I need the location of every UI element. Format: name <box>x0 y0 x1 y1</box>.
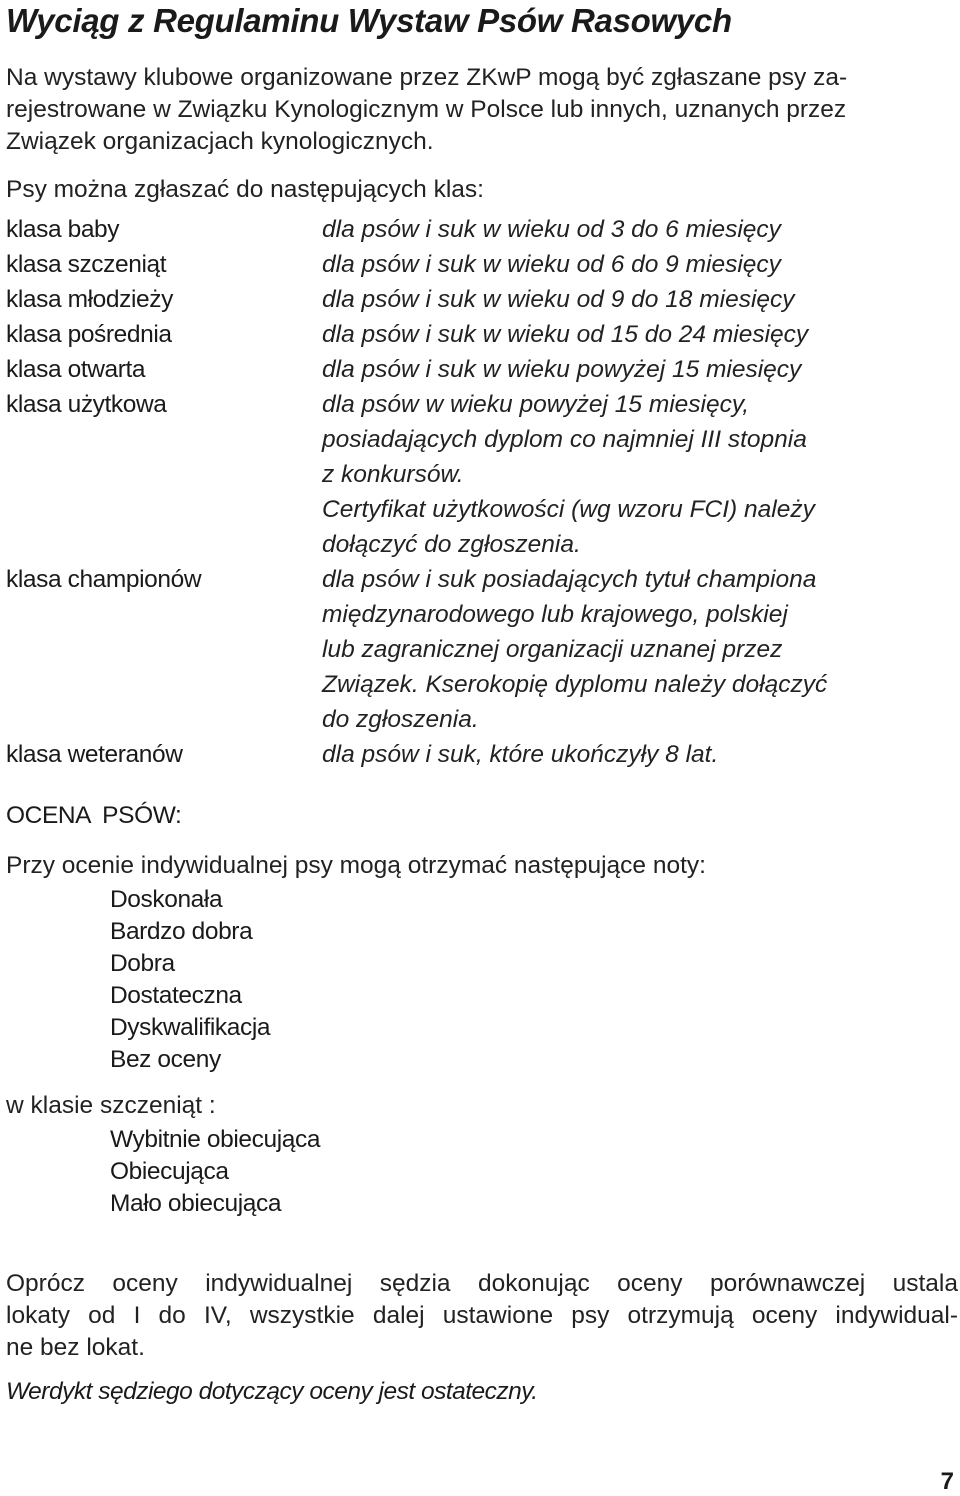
page-number: 7 <box>940 1468 954 1495</box>
grade-item: Bez oceny <box>110 1046 221 1073</box>
ranking-line: Oprócz oceny indywidualnej sędzia dokonując oceny porównawczej ustala <box>6 1270 958 1297</box>
class-description <box>322 737 956 772</box>
section-heading-ocena: OCENA PSÓW: <box>6 802 182 829</box>
grade-item: Bardzo dobra <box>110 918 253 945</box>
ranking-line: ne bez lokat. <box>6 1334 145 1361</box>
class-name: klasa baby <box>6 216 120 243</box>
class-description-line: dla psów i suk posiadających tytuł championa <box>322 566 817 593</box>
class-name: klasa szczeniąt <box>6 251 167 278</box>
grade-item: Doskonała <box>110 886 223 913</box>
class-description <box>322 352 956 387</box>
class-row <box>6 387 956 562</box>
class-description <box>322 282 956 317</box>
grade-list <box>110 884 270 1076</box>
class-description-line: posiadających dyplom co najmniej III stopnia <box>322 426 807 453</box>
class-description <box>322 212 956 247</box>
class-description-line: Związek. Kserokopię dyplomu należy dołączyć <box>322 671 828 698</box>
intro-line: Związek organizacjach kynologicznych. <box>6 128 434 155</box>
class-description-line: Certyfikat użytkowości (wg wzoru FCI) należy <box>322 496 815 523</box>
class-description-line: międzynarodowego lub krajowego, polskiej <box>322 601 788 628</box>
puppy-grades-lead: w klasie szczeniąt : <box>6 1092 216 1119</box>
class-description-line: do zgłoszenia. <box>322 706 479 733</box>
grades-lead: Przy ocenie indywidualnej psy mogą otrzymać następujące noty: <box>6 852 706 879</box>
class-description-line: dla psów i suk w wieku od 3 do 6 miesięcy <box>322 216 781 243</box>
class-name: klasa weteranów <box>6 741 183 768</box>
puppy-grade-item: Wybitnie obiecująca <box>110 1126 321 1153</box>
class-description-line: dołączyć do zgłoszenia. <box>322 531 581 558</box>
class-description <box>322 247 956 282</box>
class-row <box>6 317 956 352</box>
intro-line: Na wystawy klubowe organizowane przez ZKwP mogą być zgłaszane psy za- <box>6 64 848 91</box>
puppy-grade-list <box>110 1124 320 1220</box>
intro-line: rejestrowane w Związku Kynologicznym w Polsce lub innych, uznanych przez <box>6 96 847 123</box>
class-description-line: dla psów i suk w wieku powyżej 15 miesięcy <box>322 356 802 383</box>
class-description <box>322 317 956 352</box>
ranking-line: lokaty od I do IV, wszystkie dalej ustawione psy otrzymują oceny indywidual- <box>6 1302 958 1329</box>
class-name: klasa pośrednia <box>6 321 172 348</box>
class-row <box>6 562 956 737</box>
class-description-line: dla psów i suk, które ukończyły 8 lat. <box>322 741 719 768</box>
class-row <box>6 282 956 317</box>
class-name: klasa użytkowa <box>6 391 167 418</box>
class-description-line: dla psów i suk w wieku od 9 do 18 miesięcy <box>322 286 795 313</box>
class-description-line: dla psów i suk w wieku od 6 do 9 miesięcy <box>322 251 781 278</box>
verdict-statement: Werdykt sędziego dotyczący oceny jest ostateczny. <box>6 1378 538 1405</box>
puppy-grade-item: Obiecująca <box>110 1158 229 1185</box>
grade-item: Dyskwalifikacja <box>110 1014 271 1041</box>
class-row <box>6 737 956 772</box>
classes-lead: Psy można zgłaszać do następujących klas: <box>6 176 484 203</box>
class-name: klasa championów <box>6 566 202 593</box>
class-description-line: lub zagranicznej organizacji uznanej przez <box>322 636 783 663</box>
grade-item: Dostateczna <box>110 982 242 1009</box>
class-description-line: dla psów i suk w wieku od 15 do 24 miesięcy <box>322 321 809 348</box>
class-row <box>6 212 956 247</box>
grade-item: Dobra <box>110 950 175 977</box>
class-description-line: z konkursów. <box>322 461 464 488</box>
intro-paragraph <box>6 62 958 158</box>
class-description-line: dla psów w wieku powyżej 15 miesięcy, <box>322 391 750 418</box>
class-name: klasa młodzieży <box>6 286 173 313</box>
class-row <box>6 352 956 387</box>
class-name: klasa otwarta <box>6 356 146 383</box>
puppy-grade-item: Mało obiecująca <box>110 1190 282 1217</box>
ranking-paragraph <box>6 1268 958 1364</box>
class-description <box>322 562 956 737</box>
class-list <box>6 212 956 772</box>
class-row <box>6 247 956 282</box>
class-description <box>322 387 956 562</box>
page-title: Wyciąg z Regulaminu Wystaw Psów Rasowych <box>6 2 732 39</box>
